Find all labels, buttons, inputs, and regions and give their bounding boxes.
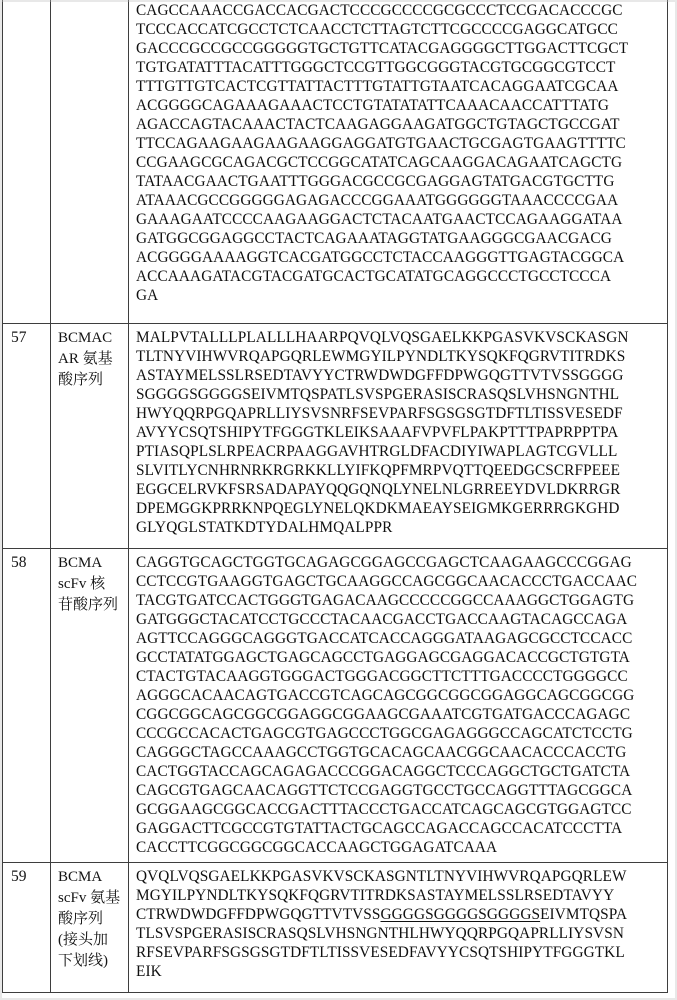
- sequence-label-cell: [51, 863, 129, 993]
- sequence-text-cell: [129, 549, 668, 863]
- sequence-id-cell: [3, 324, 51, 549]
- sequence-id: 59: [11, 868, 27, 885]
- sequence-id-cell: [3, 0, 51, 324]
- sequence-id: 58: [11, 554, 27, 571]
- sequence-label-cell: [51, 0, 129, 324]
- sequence-label-cell: [51, 549, 129, 863]
- sequence-label-cell: [51, 324, 129, 549]
- sequence-text-cell: [129, 324, 668, 549]
- table-row-seq-59: [3, 863, 668, 993]
- sequence-text: CAGCCAAACCGACCACGACTCCCGCCCCGCGCCCTCCGACACCCGC TCCCACCATCGCCTCTCAACCTCTTAGTCTTCGCCCCGAGGCATGCC GACCCGCCGCCGGGGGTGCTGTTCATACGAGGGGCTTGGACTTCGCT TGTGATATTTACATTTGGGCTCCGTTGGCGGGTACGTGCGGCGTCCT TTTGTTGTCACTCGTTATTACTTTGTATTGTAATCACAGGAATCGCAA ACGGGGCAGAAAGAAACTCCTGTATATATTCAAACAACCATTTATG AGACCAGTACAAACTACTCAAGAGGAAGATGGCTGTAGCTGCCGAT TTCCAGAAGAAGAAGAAGGAGGATGTGAACTGCGAGTGAAGTTTTC CCGAAGCGCAGACGCTCCGGCATATCAGCAAGGACAGAATCAGCTG TATAACGAACTGAATTTGGGACGCCGCGAGGAGTATGACGTGCTTG ATAAACGCCGGGGGAGAGACCCGGAAATGGGGGGTAAACCCCGAA GAAAGAATCCCCAAGAAGGACTCTACAATGAACTCCAGAAGGATAA GATGGCGGAGGCCTACTCAGAAATAGGTATGAAGGGCGAACGACG ACGGGGAAAAGGTCACGATGGCCTCTACCAAGGGTTGAGTACGGCA ACCAAAGATACGTACGATGCACTGCATATGCAGGCCCTGCCTCCCA GA: [136, 2, 629, 304]
- sequence-text: MALPVTALLLPLALLLHAARPQVQLVQSGAELKKPGASVKVSCKASGN TLTNYVIHWVRQAPGQRLEWMGYILPYNDLTKYSQKFQGRVTITRDKS ASTAYMELSSLRSEDTAVYYCTRWDWDGFFDPWGQGTTVTVSSGGGG SGGGGSGGGGSEIVMTQSPATLSVSPGERASISCRASQSLVHSNGNTHL HWYQQRPGQAPRLLIYSVSNRFSEVPARFSGSGSGTDFTLTISSVESEDF AVYYCSQTSHIPYTFGGGTKLEIKSAAAFVPVFLPAKPTTTPAPRPPTPA PTIASQPLSLRPEACRPAAGGAVHTRGLDFACDIYIWAPLAGTCGVLLL SLVITLYCNHRNRKRGRKKLLYIFKQPFMRPVQTTQEEDGCSCRFPEEE EGGCELRVKFSRSADAPAYQQGQNQLYNELNLGRREEYDVLDKRRGR DPEMGGKPRRKNPQEGLYNELQKDKMAEAYSEIGMKGERRRGKGHD GLYQGLSTATKDTYDALHMQALPPR: [136, 329, 629, 536]
- sequence-text: CAGGTGCAGCTGGTGCAGAGCGGAGCCGAGCTCAAGAAGCCCGGAG CCTCCGTGAAGGTGAGCTGCAAGGCCAGCGGCAACACCCTGACCAAC TACGTGATCCACTGGGTGAGACAAGCCCCCGGCCAAAGGCTGGAGTG GATGGGCTACATCCTGCCCTACAACGACCTGACCAAGTACAGCCAGA AGTTCCAGGGCAGGGTGACCATCACCAGGGATAAGAGCGCCTCCACC GCCTATATGGAGCTGAGCAGCCTGAGGAGCGAGGACACCGCTGTGTA CTACTGTACAAGGTGGGACTGGGACGGCTTCTTTGACCCCTGGGGCC AGGGCACAACAGTGACCGTCAGCAGCGGCGGCGGAGGCAGCGGCGG CGGCGGCAGCGGCGGAGGCGGAAGCGAAATCGTGATGACCCAGAGC CCCGCCACACTGAGCGTGAGCCCTGGCGAGAGGGCCAGCATCTCCTG CAGGGCTAGCCAAAGCCTGGTGCACAGCAACGGCAACACCCACCTG CACTGGTACCAGCAGAGACCCGGACAGGCTCCCAGGCTGCTGATCTA CAGCGTGAGCAACAGGTTCTCCGAGGTGCCTGCCAGGTTTAGCGGCA GCGGAAGCGGCACCGACTTTACCCTGACCATCAGCAGCGTGGAGTCC GAGGACTTCGCCGTGTATTACTGCAGCCAGACCAGCCACATCCCTTA CACCTTCGGCGGCGGCACCAAGCTGGAGATCAAA: [136, 554, 638, 856]
- sequence-listing-table: [2, 0, 668, 993]
- sequence-label: BCMA scFv 氨基 酸序列 (接头加 下划线): [58, 869, 121, 969]
- sequence-label: BCMAC AR 氨基 酸序列: [58, 330, 113, 388]
- table-row-continuation: [3, 0, 668, 324]
- sequence-id-cell: [3, 863, 51, 993]
- sequence-label: BCMA scFv 核 苷酸序列: [58, 555, 119, 613]
- sequence-text-cell: [129, 863, 668, 993]
- table-row-seq-57: [3, 324, 668, 549]
- sequence-text: QVQLVQSGAELKKPGASVKVSCKASGNTLTNYVIHWVRQAPGQRLEW MGYILPYNDLTKYSQKFQGRVTITRDKSASTAYMELSSLRSEDTAVYY CTRWDWDGFFDPWGQGTTVTVSSGGGGSGGGGSGGGGSEIVMTQSPA TLSVSPGERASISCRASQSLVHSNGNTHLHWYQQRPGQAPRLLIYSVSN RFSEVPARFSGSGSGTDFTLTISSVESEDFAVYYCSQTSHIPYTFGGGTKL EIK: [136, 868, 628, 980]
- sequence-id: 57: [11, 329, 27, 346]
- table-row-seq-58: [3, 549, 668, 863]
- sequence-id-cell: [3, 549, 51, 863]
- sequence-text-cell: [129, 0, 668, 324]
